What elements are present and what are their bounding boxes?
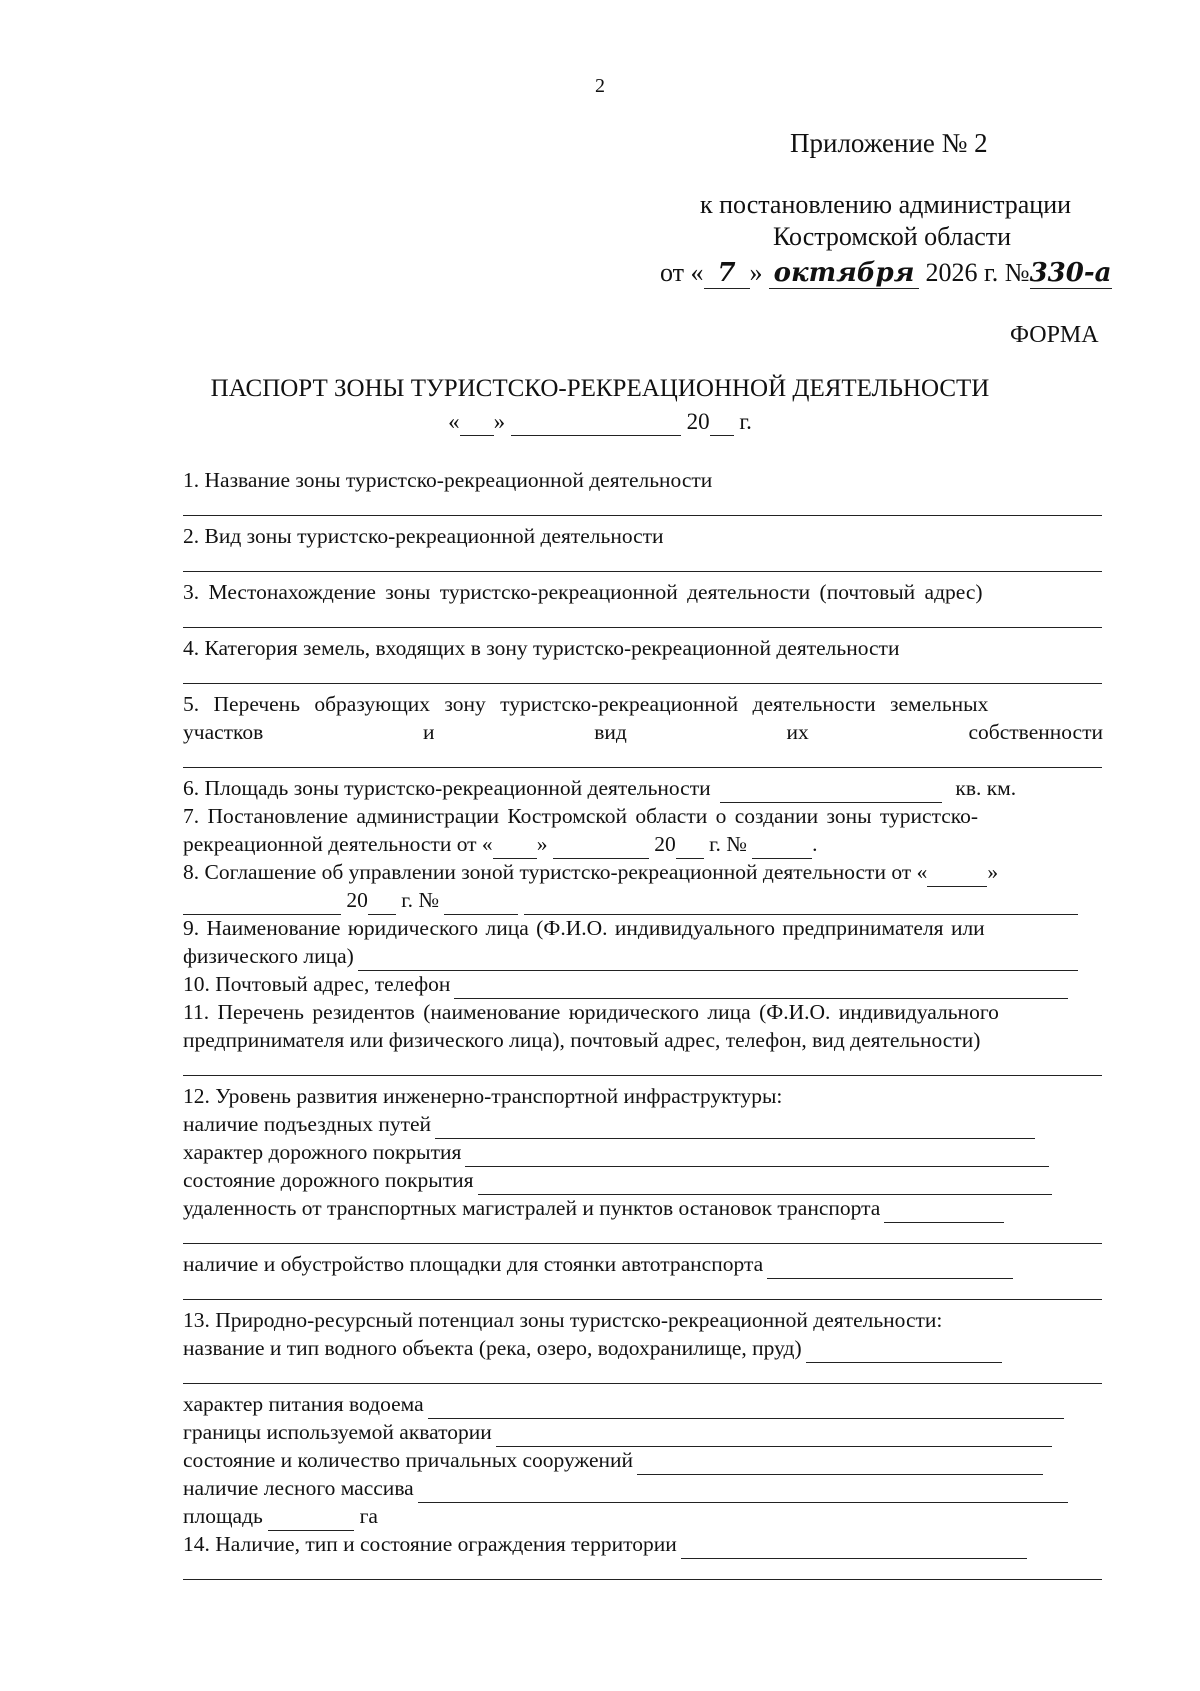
- handwritten-day: 7: [704, 258, 750, 289]
- item-8-line1: 8. Соглашение об управлении зоной туристско-рекреационной деятельности от « »: [183, 858, 998, 887]
- item-9-line1: 9. Наименование юридического лица (Ф.И.О. индивидуального предпринимателя или: [183, 916, 985, 940]
- header-date-line: [660, 258, 1112, 289]
- blank-line: [183, 1383, 1102, 1384]
- item-3: 3. Местонахождение зоны туристско-рекреационной деятельности (почтовый адрес): [183, 580, 983, 604]
- item-1: 1. Название зоны туристско-рекреационной деятельности: [183, 468, 713, 492]
- title-date-line: « » 20 г.: [448, 409, 752, 434]
- date-year: 2026 г. №: [925, 258, 1030, 287]
- blank-line: [183, 1243, 1102, 1244]
- handwritten-month: октября: [769, 258, 919, 289]
- blank-line: [183, 683, 1102, 684]
- item-12-c: состояние дорожного покрытия: [183, 1166, 1052, 1195]
- item-12-a: наличие подъездных путей: [183, 1110, 1035, 1139]
- item-5-line1: 5. Перечень образующих зону туристско-рекреационной деятельности земельных: [183, 692, 989, 716]
- item-12: 12. Уровень развития инженерно-транспортной инфраструктуры:: [183, 1084, 783, 1108]
- item-14: 14. Наличие, тип и состояние ограждения территории: [183, 1530, 1027, 1559]
- appendix-label: Приложение № 2: [790, 128, 988, 158]
- item-11-line1: 11. Перечень резидентов (наименование юридического лица (Ф.И.О. индивидуального: [183, 1000, 999, 1024]
- item-10: 10. Почтовый адрес, телефон: [183, 970, 1068, 999]
- item-11-line2: предпринимателя или физического лица), почтовый адрес, телефон, вид деятельности): [183, 1028, 981, 1052]
- date-mid: »: [749, 258, 763, 287]
- blank-month: [511, 409, 681, 436]
- blank-line: [183, 515, 1102, 516]
- blank-day: [460, 409, 494, 436]
- item-9-line2: физического лица): [183, 942, 1078, 971]
- item-12-e: наличие и обустройство площадки для стоянки автотранспорта: [183, 1250, 1013, 1279]
- item-13-f: площадь га: [183, 1502, 378, 1531]
- item-13-e: наличие лесного массива: [183, 1474, 1068, 1503]
- blank-line: [183, 1579, 1102, 1580]
- date-prefix: от «: [660, 258, 704, 287]
- blank-line: [183, 1299, 1102, 1300]
- item-13-b: характер питания водоема: [183, 1390, 1064, 1419]
- item-12-b: характер дорожного покрытия: [183, 1138, 1049, 1167]
- item-13: 13. Природно-ресурсный потенциал зоны туристско-рекреационной деятельности:: [183, 1308, 943, 1332]
- blank-line: [183, 1075, 1102, 1076]
- blank-line: [183, 627, 1102, 628]
- item-5-line2: участков и вид их собственности: [183, 720, 1103, 744]
- header-resolution: к постановлению администрации: [700, 190, 1072, 219]
- header-region: Костромской области: [773, 222, 1012, 251]
- page-number: 2: [595, 75, 605, 97]
- item-13-d: состояние и количество причальных сооружений: [183, 1446, 1043, 1475]
- blank-line: [183, 571, 1102, 572]
- item-13-a: название и тип водного объекта (река, озеро, водохранилище, пруд): [183, 1334, 1002, 1363]
- item-6: 6. Площадь зоны туристско-рекреационной деятельности кв. км.: [183, 774, 1016, 803]
- blank-year: [710, 409, 734, 436]
- form-label: ФОРМА: [1010, 322, 1099, 348]
- item-2: 2. Вид зоны туристско-рекреационной деятельности: [183, 524, 664, 548]
- item-8-line2: 20 г. №: [183, 886, 1078, 915]
- item-7-line1: 7. Постановление администрации Костромской области о создании зоны туристско-: [183, 804, 979, 828]
- blank-area: [720, 774, 942, 803]
- handwritten-number: 330-а: [1029, 258, 1112, 288]
- document-title: ПАСПОРТ ЗОНЫ ТУРИСТСКО-РЕКРЕАЦИОННОЙ ДЕЯТЕЛЬНОСТИ: [210, 375, 990, 402]
- item-12-d: удаленность от транспортных магистралей и пунктов остановок транспорта: [183, 1194, 1004, 1223]
- item-13-c: границы используемой акватории: [183, 1418, 1052, 1447]
- blank-line: [183, 767, 1102, 768]
- item-4: 4. Категория земель, входящих в зону туристско-рекреационной деятельности: [183, 636, 900, 660]
- item-7-line2: рекреационной деятельности от « » 20 г. № .: [183, 830, 817, 859]
